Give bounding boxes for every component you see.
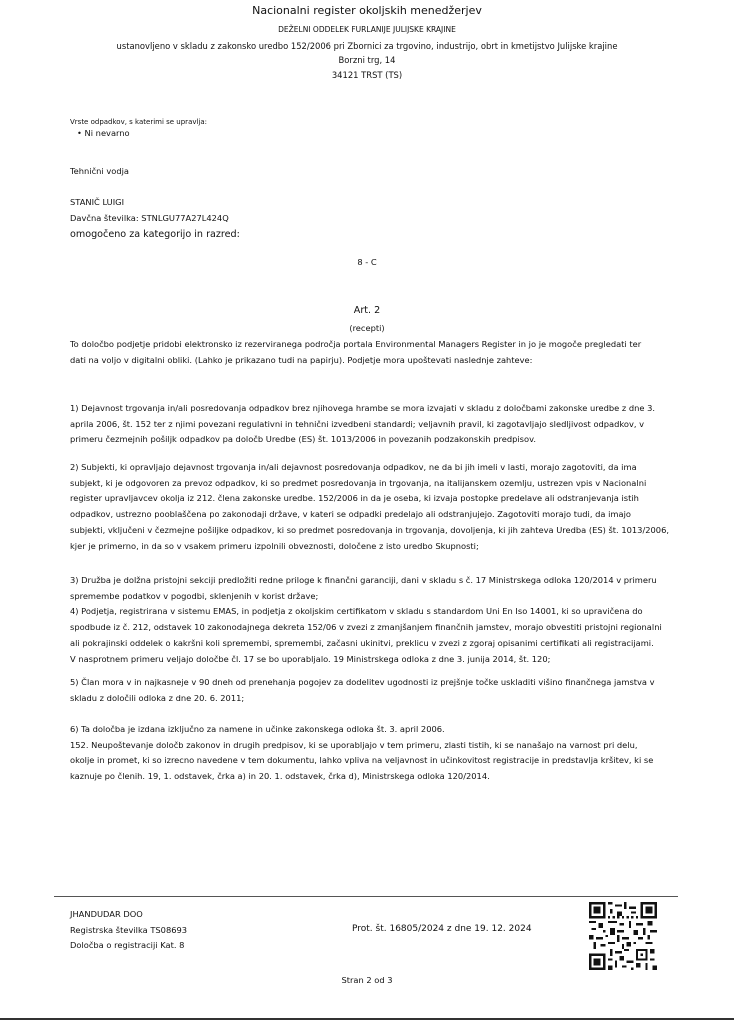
text-line: 152. Neupoštevanje določb zakonov in drugih predpisov, ki se uporabljajo v tem primeru, zlasti tistih, ki se nanašajo na varnost pri delu,	[70, 739, 638, 750]
enabled-category-label: omogočeno za kategorijo in razred:	[70, 229, 240, 240]
waste-types-label: Vrste odpadkov, s katerimi se upravlja:	[70, 118, 208, 126]
paragraph-6	[70, 722, 670, 785]
text-line: primeru čezmejnih pošiljk odpadkov pa določb Uredbe (ES) št. 1013/2006 in povezanih podzakonskih predpisov.	[70, 434, 536, 445]
text-line: dati na voljo v digitalni obliki. (Lahko je prikazano tudi na papirju). Podjetje mora upoštevati naslednje zahteve:	[70, 354, 533, 365]
paragraph-2	[70, 460, 670, 554]
address-street: Borzni trg, 14	[338, 55, 396, 65]
manager-name: STANIČ LUIGI	[70, 197, 125, 207]
category-class: 8 - C	[357, 257, 377, 267]
footer-divider	[54, 896, 678, 897]
text-line: register upravljavcev okolja iz 212. člena zakonske uredbe. 152/2006 in da je oseba, ki izvaja postopke predelave ali odstranjevanja istih	[70, 493, 639, 504]
text-line: V nasprotnem primeru veljajo določbe čl. 17 se bo uporabljalo. 19 Ministrskega odloka z dne 3. junija 2014, št. 120;	[70, 653, 551, 664]
manager-role: Tehnični vodja	[70, 166, 129, 176]
registration-number: Registrska številka TS08693	[70, 924, 188, 935]
paragraph-5	[70, 675, 670, 706]
manager-tax-number: Davčna številka: STNLGU77A27L424Q	[70, 213, 229, 223]
company-name: JHANDUDAR DOO	[70, 909, 143, 919]
article-title: Art. 2	[353, 305, 381, 316]
article-intro	[70, 337, 670, 368]
registration-decision: Določba o registraciji Kat. 8	[70, 940, 185, 950]
protocol-number: Prot. št. 16805/2024 z dne 19. 12. 2024	[352, 924, 532, 934]
qr-code-icon	[589, 902, 657, 970]
page-bottom-border	[0, 1018, 734, 1020]
article-subtitle: (recepti)	[349, 323, 385, 333]
text-line: 5) Član mora v in najkasneje v 90 dneh od prenehanja pogojev za dodelitev ugodnosti iz prejšnje točke uskladiti višino finančnega jamstva v	[70, 677, 655, 687]
text-line: 4) Podjetja, registrirana v sistemu EMAS, in podjetja z okoljskim certifikatom v skladu s standardom Uni En Iso 14001, ki so upravičena do	[70, 606, 643, 617]
document-title: Nacionalni register okoljskih menedžerjev	[252, 4, 482, 17]
text-line: 3) Družba je dolžna pristojni sekciji predložiti redne priloge k finančni garanciji, dani v skladu s č. 17 Ministrskega odloka 120/2014 v primeru	[70, 575, 657, 585]
establishment-note: ustanovljeno v skladu z zakonsko uredbo 152/2006 pri Zbornici za trgovino, industrijo, obrt in kmetijstvo Julijske krajine	[116, 41, 618, 51]
department-name: DEŽELNI ODDELEK FURLANIJE JULIJSKE KRAJINE	[278, 25, 456, 34]
text-line: skladu z določili odloka z dne 20. 6. 2011;	[70, 692, 245, 703]
footer-company-block	[70, 907, 187, 954]
address-city: 34121 TRST (TS)	[331, 70, 403, 80]
text-line: spodbude iz č. 212, odstavek 10 zakonodajnega dekreta 152/06 v zvezi z zmanjšanjem finančnih jamstev, morajo obvestiti pristojni regionalni	[70, 622, 662, 633]
text-line: 1) Dejavnost trgovanja in/ali posredovanja odpadkov brez njihovega hrambe se mora izvajati v skladu z določbami zakonske uredbe z dne 3.	[70, 403, 656, 413]
waste-type-item: • Ni nevarno	[77, 128, 130, 138]
text-line: 2) Subjekti, ki opravljajo dejavnost trgovanja in/ali dejavnost posredovanja odpadkov, ne da bi jih imeli v lasti, morajo zagotoviti, da ima	[70, 462, 637, 472]
text-line: aprila 2006, št. 152 ter z njimi povezani regulativni in tehnični izvedbeni standardi; veljavnih pravil, ki zagotavljajo sledljivost odpadkov, v	[70, 418, 645, 429]
text-line: okolje in promet, ki so izrecno navedene v tem dokumentu, lahko vpliva na veljavnost in učinkovitost registracije in predstavlja kršitev, ki se	[70, 755, 654, 766]
text-line: To določbo podjetje pridobi elektronsko iz rezerviranega področja portala Environmental Managers Register in jo je mogoče pregledati ter	[70, 339, 642, 349]
text-line: kjer je primerno, in da so v vsakem primeru izpolnili obveznosti, določene z isto uredbo Skupnosti;	[70, 540, 479, 551]
paragraph-3-4	[70, 573, 670, 667]
paragraph-1	[70, 401, 670, 448]
text-line: subjekti, vključeni v čezmejne pošiljke odpadkov, ki so predmet posredovanja in trgovanja, dovoljenja, ki jih zahteva Uredba (ES) št. 1013/2006,	[70, 524, 669, 535]
text-line: odpadkov, ustrezno pooblaščena po zakonodaji države, v kateri se odpadki predelajo ali odstranjujejo. Zagotoviti morajo tudi, da imajo	[70, 509, 631, 520]
text-line: 6) Ta določba je izdana izključno za namene in učinke zakonskega odloka št. 3. april 2006.	[70, 724, 445, 734]
page-number: Stran 2 od 3	[341, 975, 393, 985]
text-line: subjekt, ki je odgovoren za prevoz odpadkov, ki so predmet posredovanja in trgovanja, na italijanskem ozemlju, ustrezen vpis v Nacionalni	[70, 477, 647, 488]
text-line: spremembe podatkov v pogodbi, sklenjenih v korist države;	[70, 590, 319, 601]
text-line: ali pokrajinski oddelek o kakršni koli spremembi, spremembi, začasni ukinitvi, preklicu v zvezi z zgoraj opisanimi certifikati ali registracijami.	[70, 637, 654, 648]
text-line: kaznuje po členih. 19, 1. odstavek, črka a) in 20. 1. odstavek, črka d), Ministrskega odloka 120/2014.	[70, 771, 490, 782]
